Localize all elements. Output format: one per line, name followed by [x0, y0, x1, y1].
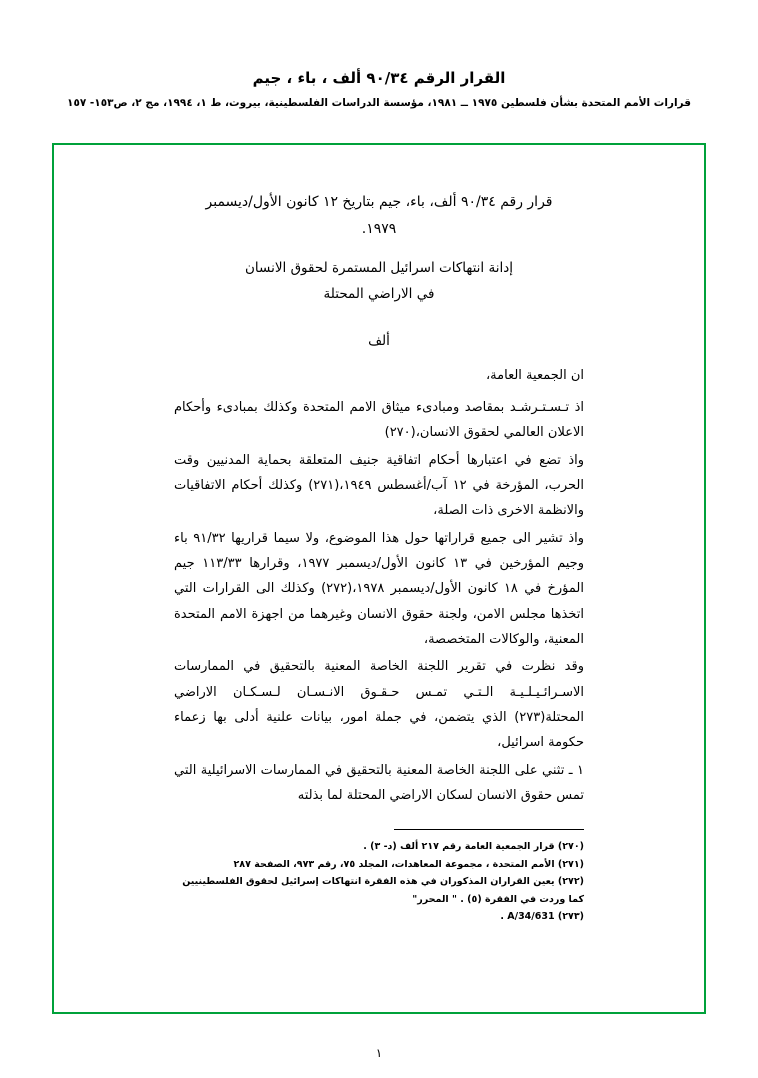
source-citation: قرارات الأمم المتحدة بشأن فلسطين ١٩٧٥ ــ ١٩٨١، مؤسسة الدراسات الفلسطينية، بيروت، ط ١، ١٩٩٤، مج ٢، ص١٥٣- ١٥٧ — [67, 97, 691, 109]
footnote-item: (٢٧٣) A/34/631 . — [500, 911, 584, 923]
resolution-subject-line1: إدانة انتهاكات اسرائيل المستمرة لحقوق الانسان — [245, 260, 513, 277]
paragraph: واذ تشير الى جميع قراراتها حول هذا الموضوع، ولا سيما قراريها ٩١/٣٢ باء وجيم المؤرخين في ١٣ كانون الأول/ديسمبر ١٩٧٧، وقرارها ١١٣/٣٣ جيم المؤرخ في ١٨ كانون الأول/ديسمبر ١٩٧٨،(٢٧٢) وكذلك الى القرارات التي اتخذها مجلس الامن، ولجنة حقوق الانسان وغيرهما من اجهزة الامم المتحدة المعنية، والوكالات المتخصصة، — [174, 530, 585, 647]
footnote-item: (٢٧٢) يعين القراران المذكوران في هذه الفقرة انتهاكات إسرائيل لحقوق الفلسطينيين كما وردت في الفقرة (٥) . " المحرر" — [182, 876, 584, 905]
paragraph: واذ تضع في اعتبارها أحكام اتفاقية جنيف المتعلقة بحماية المدنيين وقت الحرب، المؤرخة في ١٢ آب/أغسطس ١٩٤٩،(٢٧١) وكذلك أحكام الاتفاقيات والانظمة الاخرى ذات الصلة، — [174, 452, 585, 519]
footnote-separator — [394, 829, 584, 830]
footnote-item: (٢٧١) الأمم المتحدة ، مجموعة المعاهدات، المجلد ٧٥، رقم ٩٧٣، الصفحة ٢٨٧ — [233, 858, 584, 870]
footnote-item: (٢٧٠) قرار الجمعية العامة رقم ٢١٧ ألف (د- ٣) . — [363, 841, 584, 853]
page-title: القرار الرقم ٩٠/٣٤ ألف ، باء ، جيم — [252, 69, 506, 87]
footnotes-block — [174, 829, 584, 926]
resolution-subject — [174, 256, 584, 307]
page-number: ١ — [375, 1046, 383, 1060]
document-body — [54, 145, 704, 810]
paragraph: اذ تـسـتـرشـد بمقاصد ومبادىء ميثاق الامم المتحدة وكذلك بمبادىء وأحكام الاعلان العالمي لحقوق الانسان،(٢٧٠) — [174, 399, 584, 441]
resolution-heading — [174, 189, 584, 242]
resolution-heading-line1: قرار رقم ٩٠/٣٤ ألف، باء، جيم بتاريخ ١٢ كانون الأول/ديسمبر — [205, 194, 553, 210]
page-border-frame — [52, 143, 706, 1014]
document-header — [0, 0, 758, 111]
resolution-heading-line2: ١٩٧٩. — [361, 220, 397, 237]
resolution-subject-line2: في الاراضي المحتلة — [323, 285, 435, 302]
paragraph: ان الجمعية العامة، — [485, 368, 584, 384]
section-letter: ألف — [368, 333, 390, 350]
paragraph: ١ ـ تثني على اللجنة الخاصة المعنية بالتحقيق في الممارسات الاسرائيلية التي تمس حقوق الانسان لسكان الاراضي المحتلة لما بذلته — [174, 762, 584, 803]
paragraph: وقد نظرت في تقرير اللجنة الخاصة المعنية بالتحقيق في الممارسات الاسـرائـيـلـيـة الـتـي تمـس حـقـوق الانـسـان لـسـكـان الاراضي المحتلة(٢٧٣) الذي يتضمن، في جملة امور، بيانات علنية أدلى بها زعماء حكومة اسرائيل، — [174, 659, 584, 751]
